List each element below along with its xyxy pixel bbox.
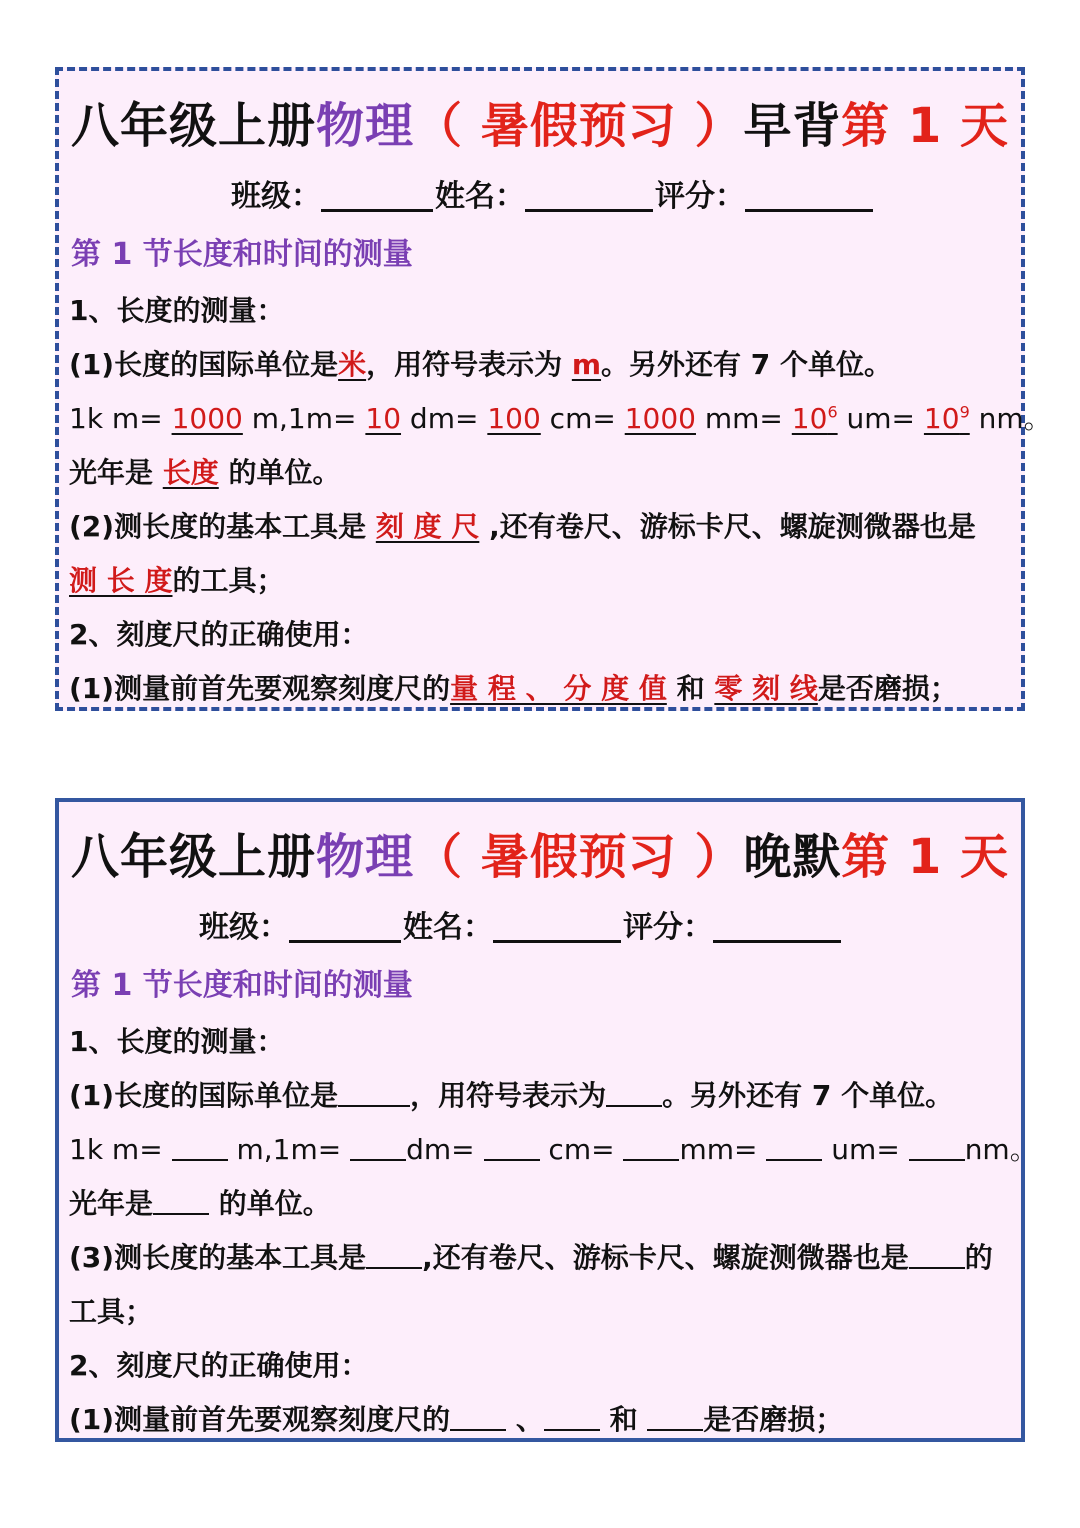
blank-light-year[interactable] — [153, 1189, 209, 1215]
question-heading-1: 1、长度的测量： — [69, 294, 285, 327]
class-label: 班级： — [199, 910, 289, 945]
text: (1)长度的国际单位是 — [69, 348, 339, 381]
text: ,还有卷尺、游标卡尺、螺旋测微器也是 — [422, 1241, 909, 1274]
text: (2)测长度的基本工具是 — [69, 510, 376, 543]
text: (1)长度的国际单位是 — [69, 1079, 339, 1112]
text: 1k m= — [69, 402, 172, 435]
title-grade: 八年级上册 — [71, 98, 317, 154]
line-si-unit — [69, 343, 892, 383]
title-grade: 八年级上册 — [71, 829, 317, 885]
score-blank[interactable] — [745, 175, 873, 212]
line-tool-purpose — [69, 559, 285, 599]
text: 的单位。 — [209, 1187, 331, 1220]
blank-dm-cm[interactable] — [484, 1135, 540, 1161]
text: cm= — [539, 1133, 624, 1166]
answer-um-nm — [924, 402, 970, 435]
text: 是否磨损； — [703, 1403, 844, 1436]
name-label: 姓名： — [435, 179, 525, 214]
question-heading-1: 1、长度的测量： — [69, 1025, 285, 1058]
title-preview: （ 暑假预习 ） — [414, 98, 744, 154]
blank-m-dm[interactable] — [350, 1135, 406, 1161]
line-basic-tool — [69, 505, 976, 545]
answer-dm-cm: 100 — [487, 402, 541, 435]
name-label: 姓名： — [403, 910, 493, 945]
text: m,1m= — [227, 1133, 351, 1166]
title-subject: 物理 — [316, 829, 415, 885]
text: 10 — [923, 402, 960, 435]
text: 。另外还有 7 个单位。 — [662, 1079, 954, 1112]
score-blank[interactable] — [713, 906, 841, 943]
title-mode: 晚默 — [743, 829, 842, 885]
text: nm。 — [969, 402, 1052, 435]
text: um= — [837, 402, 924, 435]
text: 光年是 — [69, 1187, 154, 1220]
text: dm= — [401, 402, 488, 435]
title-day: 第 1 天 — [841, 98, 1009, 154]
answer-km-m: 1000 — [171, 402, 243, 435]
line-light-year — [69, 451, 341, 491]
name-blank[interactable] — [493, 906, 621, 943]
text: dm= — [406, 1133, 484, 1166]
name-blank[interactable] — [525, 175, 653, 212]
blank-cm-mm[interactable] — [623, 1135, 679, 1161]
answer-m-dm: 10 — [365, 402, 402, 435]
answer-range-division: 量 程 、 分 度 值 — [450, 672, 667, 705]
text: mm= — [695, 402, 792, 435]
line-light-year — [69, 1182, 331, 1222]
line-observe-ruler — [69, 1398, 843, 1438]
answer-ruler: 刻 度 尺 — [375, 510, 480, 543]
blank-zero-mark[interactable] — [647, 1405, 703, 1431]
line-unit-conversion — [69, 1128, 1038, 1168]
text: 1k m= — [69, 1133, 172, 1166]
blank-range[interactable] — [450, 1405, 506, 1431]
line-si-unit — [69, 1074, 953, 1114]
text: 的工具； — [172, 564, 285, 597]
text: ，用符号表示为 — [366, 348, 572, 381]
title-subject: 物理 — [316, 98, 415, 154]
text: 10 — [791, 402, 828, 435]
text: nm。 — [964, 1133, 1038, 1166]
card-title — [71, 87, 1021, 157]
answer-meter: 米 — [338, 348, 367, 381]
text: 的 — [964, 1241, 993, 1274]
student-info-row — [199, 902, 843, 946]
answer-m: m — [571, 348, 602, 381]
class-blank[interactable] — [289, 906, 401, 943]
morning-recite-card — [55, 67, 1052, 711]
text: (1)测量前首先要观察刻度尺的 — [69, 672, 451, 705]
text: um= — [822, 1133, 909, 1166]
text: 和 — [666, 672, 715, 705]
section-heading: 第 1 节长度和时间的测量 — [71, 237, 413, 272]
answer-length: 长度 — [162, 456, 219, 489]
text: 9 — [959, 402, 970, 422]
card-title — [71, 818, 1021, 888]
blank-km-m[interactable] — [172, 1135, 228, 1161]
text: (1)测量前首先要观察刻度尺的 — [69, 1403, 451, 1436]
answer-cm-mm: 1000 — [624, 402, 696, 435]
blank-um-nm[interactable] — [909, 1135, 965, 1161]
answer-measure-length: 测 长 度 — [69, 564, 173, 597]
title-day: 第 1 天 — [841, 829, 1009, 885]
text: ，用符号表示为 — [410, 1079, 607, 1112]
text: 的单位。 — [218, 456, 341, 489]
text: (3)测长度的基本工具是 — [69, 1241, 367, 1274]
class-label: 班级： — [231, 179, 321, 214]
line-observe-ruler — [69, 667, 958, 707]
text: 是否磨损； — [817, 672, 958, 705]
answer-zero-mark: 零 刻 线 — [714, 672, 818, 705]
title-preview: （ 暑假预习 ） — [414, 829, 744, 885]
text: mm= — [679, 1133, 767, 1166]
score-label: 评分： — [623, 910, 713, 945]
text: 光年是 — [69, 456, 163, 489]
blank-si-unit[interactable] — [338, 1081, 410, 1107]
class-blank[interactable] — [321, 175, 433, 212]
evening-dictation-card — [55, 798, 1038, 1442]
blank-mm-um[interactable] — [766, 1135, 822, 1161]
line-unit-conversion — [69, 397, 1052, 437]
answer-mm-um — [792, 402, 838, 435]
text: ,还有卷尺、游标卡尺、螺旋测微器也是 — [479, 510, 976, 543]
question-heading-2: 2、刻度尺的正确使用： — [69, 618, 369, 651]
line-basic-tool — [69, 1236, 993, 1276]
question-heading-2: 2、刻度尺的正确使用： — [69, 1349, 369, 1382]
section-heading: 第 1 节长度和时间的测量 — [71, 968, 413, 1003]
title-mode: 早背 — [743, 98, 842, 154]
blank-basic-tool[interactable] — [366, 1243, 422, 1269]
text: 6 — [827, 402, 838, 422]
line-tool-end: 工具； — [69, 1295, 154, 1328]
blank-division[interactable] — [544, 1405, 600, 1431]
text: m,1m= — [242, 402, 366, 435]
blank-tool-purpose[interactable] — [909, 1243, 965, 1269]
text: 。另外还有 7 个单位。 — [601, 348, 893, 381]
text: cm= — [540, 402, 625, 435]
blank-symbol[interactable] — [606, 1081, 662, 1107]
text: 、 — [506, 1403, 544, 1436]
text: 和 — [599, 1403, 648, 1436]
student-info-row — [231, 171, 875, 215]
score-label: 评分： — [655, 179, 745, 214]
